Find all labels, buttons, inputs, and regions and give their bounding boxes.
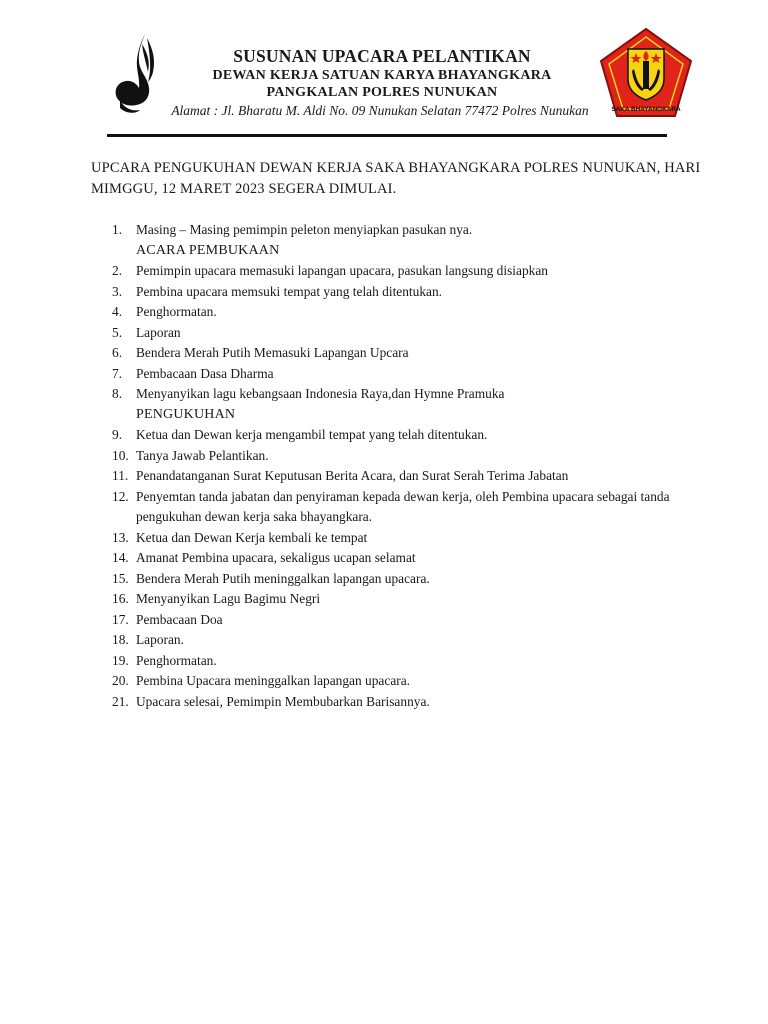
list-item-text: Pembina Upacara meninggalkan lapangan upacara. <box>136 673 411 688</box>
list-item <box>91 548 711 569</box>
list-item-number: 2. <box>112 263 123 278</box>
list-item <box>91 651 711 672</box>
list-item <box>91 323 711 344</box>
section-heading: ACARA PEMBUKAAN <box>136 242 280 258</box>
list-item-number: 11. <box>112 468 129 483</box>
list-item-number: 13. <box>112 529 129 545</box>
organization-base: PANGKALAN POLRES NUNUKAN <box>266 85 498 100</box>
saka-bhayangkara-emblem-icon <box>598 27 694 119</box>
list-item-text: Upacara selesai, Pemimpin Membubarkan Barisannya. <box>136 693 430 709</box>
list-item-number: 21. <box>112 693 129 709</box>
list-item-number: 7. <box>112 365 123 381</box>
intro-paragraph: UPCARA PENGUKUHAN DEWAN KERJA SAKA BHAYANGKARA POLRES NUNUKAN, HARI MIMGGU, 12 MARET 2023 SEGERA DIMULAI. <box>91 160 701 197</box>
organization-address: Alamat : Jl. Bharatu M. Aldi No. 09 Nunukan Selatan 77472 Polres Nunukan <box>171 103 589 118</box>
list-item-text: Ketua dan Dewan kerja mengambil tempat yang telah ditentukan. <box>136 427 488 442</box>
list-item-text: Penyemtan tanda jabatan dan penyiraman kepada dewan kerja, oleh Pembina upacara sebagai tanda pengukuhan dewan kerja saka bhayangkara. <box>136 488 670 524</box>
list-item-number: 8. <box>112 386 123 401</box>
list-item <box>91 487 711 528</box>
emblem-label: SAKA BHAYANGKARA <box>611 106 681 113</box>
list-item <box>91 364 711 385</box>
list-item-number: 17. <box>112 611 129 627</box>
list-item-number: 5. <box>112 324 123 340</box>
list-item-number: 3. <box>112 283 123 299</box>
header-divider <box>107 134 667 137</box>
list-item-number: 14. <box>112 550 129 565</box>
list-item <box>91 671 711 692</box>
document-title: SUSUNAN UPACARA PELANTIKAN <box>233 46 531 66</box>
list-item-text: Laporan. <box>136 632 184 647</box>
list-item <box>91 610 711 631</box>
list-item-text: Menyanyikan lagu kebangsaan Indonesia Raya,dan Hymne Pramuka <box>136 386 505 401</box>
section-heading: PENGUKUHAN <box>136 406 236 422</box>
list-item-text: Bendera Merah Putih meninggalkan lapangan upacara. <box>136 570 430 586</box>
list-item-text: Pembina upacara memsuki tempat yang telah ditentukan. <box>136 283 443 299</box>
list-item <box>91 528 711 549</box>
list-item-number: 19. <box>112 652 129 668</box>
list-item <box>91 569 711 590</box>
list-item-number: 9. <box>112 427 123 442</box>
list-item-text: Ketua dan Dewan Kerja kembali ke tempat <box>136 529 368 545</box>
list-item-text: Pembacaan Dasa Dharma <box>136 365 274 381</box>
list-item <box>91 282 711 303</box>
letterhead <box>165 46 599 120</box>
list-item <box>91 692 711 713</box>
list-item-text: Penandatanganan Surat Keputusan Berita Acara, dan Surat Serah Terima Jabatan <box>136 468 569 483</box>
list-item-number: 10. <box>112 447 129 463</box>
list-item-number: 16. <box>112 591 129 606</box>
list-item-number: 1. <box>112 222 123 237</box>
list-item-text: Laporan <box>136 324 181 340</box>
list-item <box>91 589 711 610</box>
organization-name: DEWAN KERJA SATUAN KARYA BHAYANGKARA <box>212 68 552 83</box>
list-item-number: 20. <box>112 673 129 688</box>
list-item <box>91 261 711 282</box>
list-item-text: Menyanyikan Lagu Bagimu Negri <box>136 591 321 606</box>
list-item-text: Pembacaan Doa <box>136 611 223 627</box>
list-item-number: 12. <box>112 488 129 504</box>
list-item <box>91 630 711 651</box>
tunas-kelapa-icon <box>112 32 164 120</box>
list-item-text: Amanat Pembina upacara, sekaligus ucapan selamat <box>136 550 416 565</box>
list-item-text: Bendera Merah Putih Memasuki Lapangan Upcara <box>136 345 409 360</box>
list-item-number: 4. <box>112 304 123 319</box>
list-item <box>91 343 711 364</box>
list-item-text: Masing – Masing pemimpin peleton menyiapkan pasukan nya. <box>136 222 473 237</box>
list-item-text: Pemimpin upacara memasuki lapangan upacara, pasukan langsung disiapkan <box>136 263 549 278</box>
list-item-text: Penghormatan. <box>136 652 217 668</box>
agenda-list <box>91 220 711 712</box>
list-item-number: 18. <box>112 632 129 647</box>
list-item <box>91 384 711 425</box>
list-item <box>91 220 711 261</box>
list-item <box>91 425 711 446</box>
list-item-text: Tanya Jawab Pelantikan. <box>136 447 269 463</box>
list-item-text: Penghormatan. <box>136 304 217 319</box>
list-item <box>91 302 711 323</box>
list-item-number: 15. <box>112 570 129 586</box>
list-item <box>91 446 711 467</box>
list-item <box>91 466 711 487</box>
list-item-number: 6. <box>112 345 123 360</box>
